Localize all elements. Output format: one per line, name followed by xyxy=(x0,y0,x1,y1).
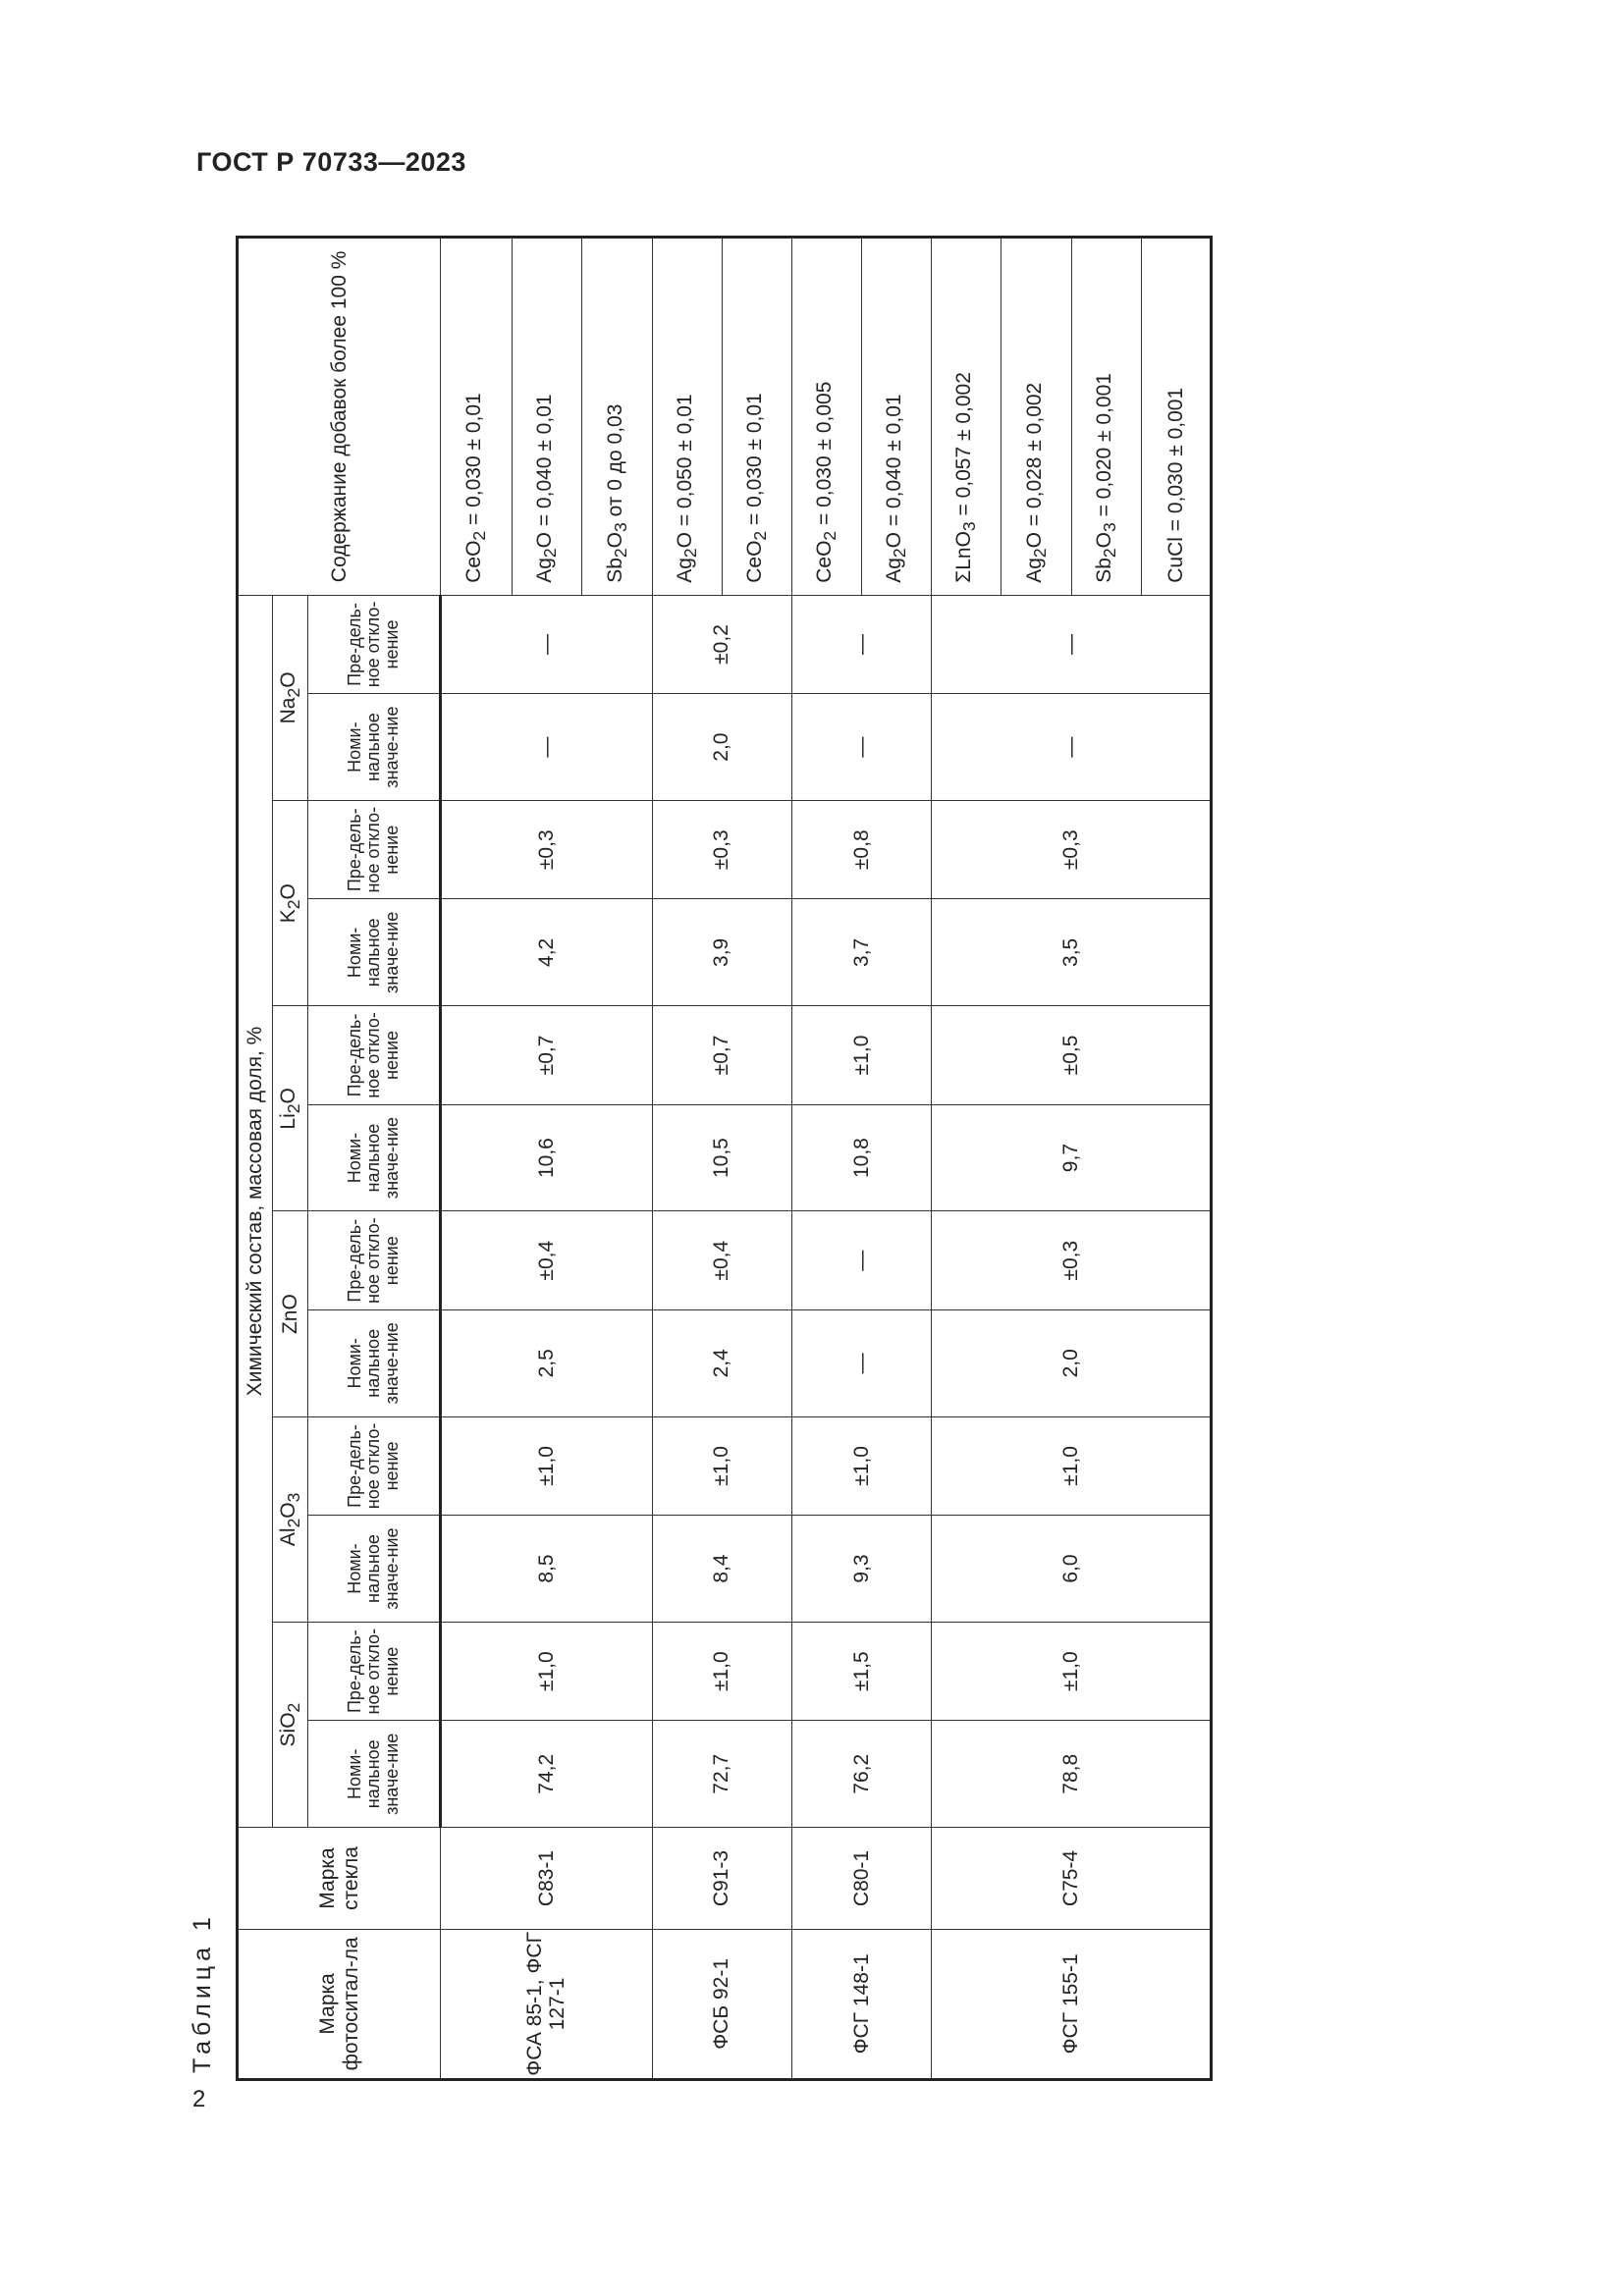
value-cell: 6,0 xyxy=(932,1516,1212,1623)
header-additives: Содержание добавок более 100 % xyxy=(238,238,441,596)
value-cell: — xyxy=(791,694,931,801)
page-number: 2 xyxy=(192,2086,206,2112)
additive-cell: CeO$_2$ = 0,030 ± 0,01 xyxy=(722,238,791,596)
value-cell: ±1,0 xyxy=(791,1416,931,1515)
glass-brand-cell: С75-4 xyxy=(932,1828,1212,1930)
value-cell: 8,5 xyxy=(441,1516,653,1623)
header-glass-brand: Марка стекла xyxy=(238,1828,441,1930)
additive-cell: $Sb_2O_3$ от 0 до 0,03 xyxy=(582,238,652,596)
value-cell: 2,0 xyxy=(932,1309,1212,1416)
additive-cell: CuCl = 0,030 ± 0,001 xyxy=(1141,238,1211,596)
additive-cell: $Sb_2O_3 = 0,020 \pm 0,001$ xyxy=(1071,238,1141,596)
header-al2o3-deviation: Пре-дель-ное откло-нение xyxy=(308,1416,441,1515)
value-cell: 76,2 xyxy=(791,1721,931,1828)
additive-cell: $Ag_2O = 0,028 \pm 0,002$ xyxy=(1001,238,1071,596)
additive-cell: $Ag_2O = 0,040 \pm 0,01$ xyxy=(862,238,932,596)
value-cell: 9,3 xyxy=(791,1516,931,1623)
value-cell: 4,2 xyxy=(441,899,653,1006)
value-cell: ±0,7 xyxy=(652,1006,791,1104)
additive-cell: CeO$_2$ = 0,030 ± 0,005 xyxy=(791,238,861,596)
value-cell: — xyxy=(932,694,1212,801)
value-cell: — xyxy=(791,595,931,693)
value-cell: — xyxy=(791,1309,931,1416)
additive-cell: $Ag_2O = 0,040 \pm 0,01$ xyxy=(513,238,582,596)
value-cell: 8,4 xyxy=(652,1516,791,1623)
header-li2o: $Li_2O$ xyxy=(273,1006,308,1211)
chemical-composition-table xyxy=(236,236,1213,2081)
additive-cell: $Ag_2O = 0,050 \pm 0,01$ xyxy=(652,238,722,596)
value-cell: 10,8 xyxy=(791,1104,931,1211)
value-cell: — xyxy=(441,595,653,693)
table-caption: Таблица 1 xyxy=(189,1912,216,2073)
value-cell: ±1,0 xyxy=(932,1622,1212,1720)
header-na2o-nominal: Номи-нальное значе-ние xyxy=(308,694,441,801)
value-cell: 2,5 xyxy=(441,1309,653,1416)
header-zno-nominal: Номи-нальное значе-ние xyxy=(308,1309,441,1416)
value-cell: ±1,0 xyxy=(652,1416,791,1515)
value-cell: 3,9 xyxy=(652,899,791,1006)
value-cell: ±0,2 xyxy=(652,595,791,693)
value-cell: ±0,8 xyxy=(791,801,931,899)
value-cell: ±0,3 xyxy=(441,801,653,899)
header-sio2-nominal: Номи-нальное значе-ние xyxy=(308,1721,441,1828)
value-cell: ±1,0 xyxy=(932,1416,1212,1515)
header-k2o: $K_2O$ xyxy=(273,801,308,1006)
value-cell: 72,7 xyxy=(652,1721,791,1828)
value-cell: 2,4 xyxy=(652,1309,791,1416)
header-zno-deviation: Пре-дель-ное откло-нение xyxy=(308,1211,441,1309)
photo-brand-cell: ФСА 85-1, ФСГ 127-1 xyxy=(441,1929,653,2079)
header-k2o-nominal: Номи-нальное значе-ние xyxy=(308,899,441,1006)
value-cell: 3,5 xyxy=(932,899,1212,1006)
value-cell: ±0,5 xyxy=(932,1006,1212,1104)
header-zno: ZnO xyxy=(273,1211,308,1416)
value-cell: ±1,0 xyxy=(441,1416,653,1515)
value-cell: ±1,0 xyxy=(441,1622,653,1720)
document-header: ГОСТ Р 70733—2023 xyxy=(196,147,466,177)
value-cell: 10,6 xyxy=(441,1104,653,1211)
glass-brand-cell: С83-1 xyxy=(441,1828,653,1930)
value-cell: — xyxy=(441,694,653,801)
header-na2o: $Na_2O$ xyxy=(273,595,308,800)
photo-brand-cell: ФСБ 92-1 xyxy=(652,1929,791,2079)
rotated-table-container xyxy=(236,236,1213,2081)
header-li2o-nominal: Номи-нальное значе-ние xyxy=(308,1104,441,1211)
value-cell: — xyxy=(791,1211,931,1309)
additive-cell: CeO$_2$ = 0,030 ± 0,01 xyxy=(441,238,513,596)
photo-brand-cell: ФСГ 155-1 xyxy=(932,1929,1212,2079)
header-li2o-deviation: Пре-дель-ное откло-нение xyxy=(308,1006,441,1104)
value-cell: ±1,5 xyxy=(791,1622,931,1720)
photo-brand-cell: ФСГ 148-1 xyxy=(791,1929,931,2079)
value-cell: ±0,4 xyxy=(652,1211,791,1309)
header-chemical-composition: Химический состав, массовая доля, % xyxy=(238,595,273,1827)
value-cell: 74,2 xyxy=(441,1721,653,1828)
value-cell: ±0,3 xyxy=(932,801,1212,899)
header-k2o-deviation: Пре-дель-ное откло-нение xyxy=(308,801,441,899)
header-sio2: SiO$_2$ xyxy=(273,1622,308,1827)
value-cell: ±0,4 xyxy=(441,1211,653,1309)
value-cell: ±0,7 xyxy=(441,1006,653,1104)
value-cell: ±1,0 xyxy=(652,1622,791,1720)
value-cell: ±1,0 xyxy=(791,1006,931,1104)
header-na2o-deviation: Пре-дель-ное откло-нение xyxy=(308,595,441,693)
header-photo-brand: Марка фотоситал-ла xyxy=(238,1929,441,2079)
value-cell: — xyxy=(932,595,1212,693)
value-cell: ±0,3 xyxy=(652,801,791,899)
value-cell: 9,7 xyxy=(932,1104,1212,1211)
header-al2o3-nominal: Номи-нальное значе-ние xyxy=(308,1516,441,1623)
value-cell: 3,7 xyxy=(791,899,931,1006)
glass-brand-cell: С80-1 xyxy=(791,1828,931,1930)
value-cell: 10,5 xyxy=(652,1104,791,1211)
value-cell: 78,8 xyxy=(932,1721,1212,1828)
additive-cell: ΣLnO$_3$ = 0,057 ± 0,002 xyxy=(932,238,1001,596)
header-sio2-deviation: Пре-дель-ное откло-нение xyxy=(308,1622,441,1720)
value-cell: 2,0 xyxy=(652,694,791,801)
glass-brand-cell: С91-3 xyxy=(652,1828,791,1930)
header-al2o3: $Al_2O_3$ xyxy=(273,1416,308,1622)
value-cell: ±0,3 xyxy=(932,1211,1212,1309)
